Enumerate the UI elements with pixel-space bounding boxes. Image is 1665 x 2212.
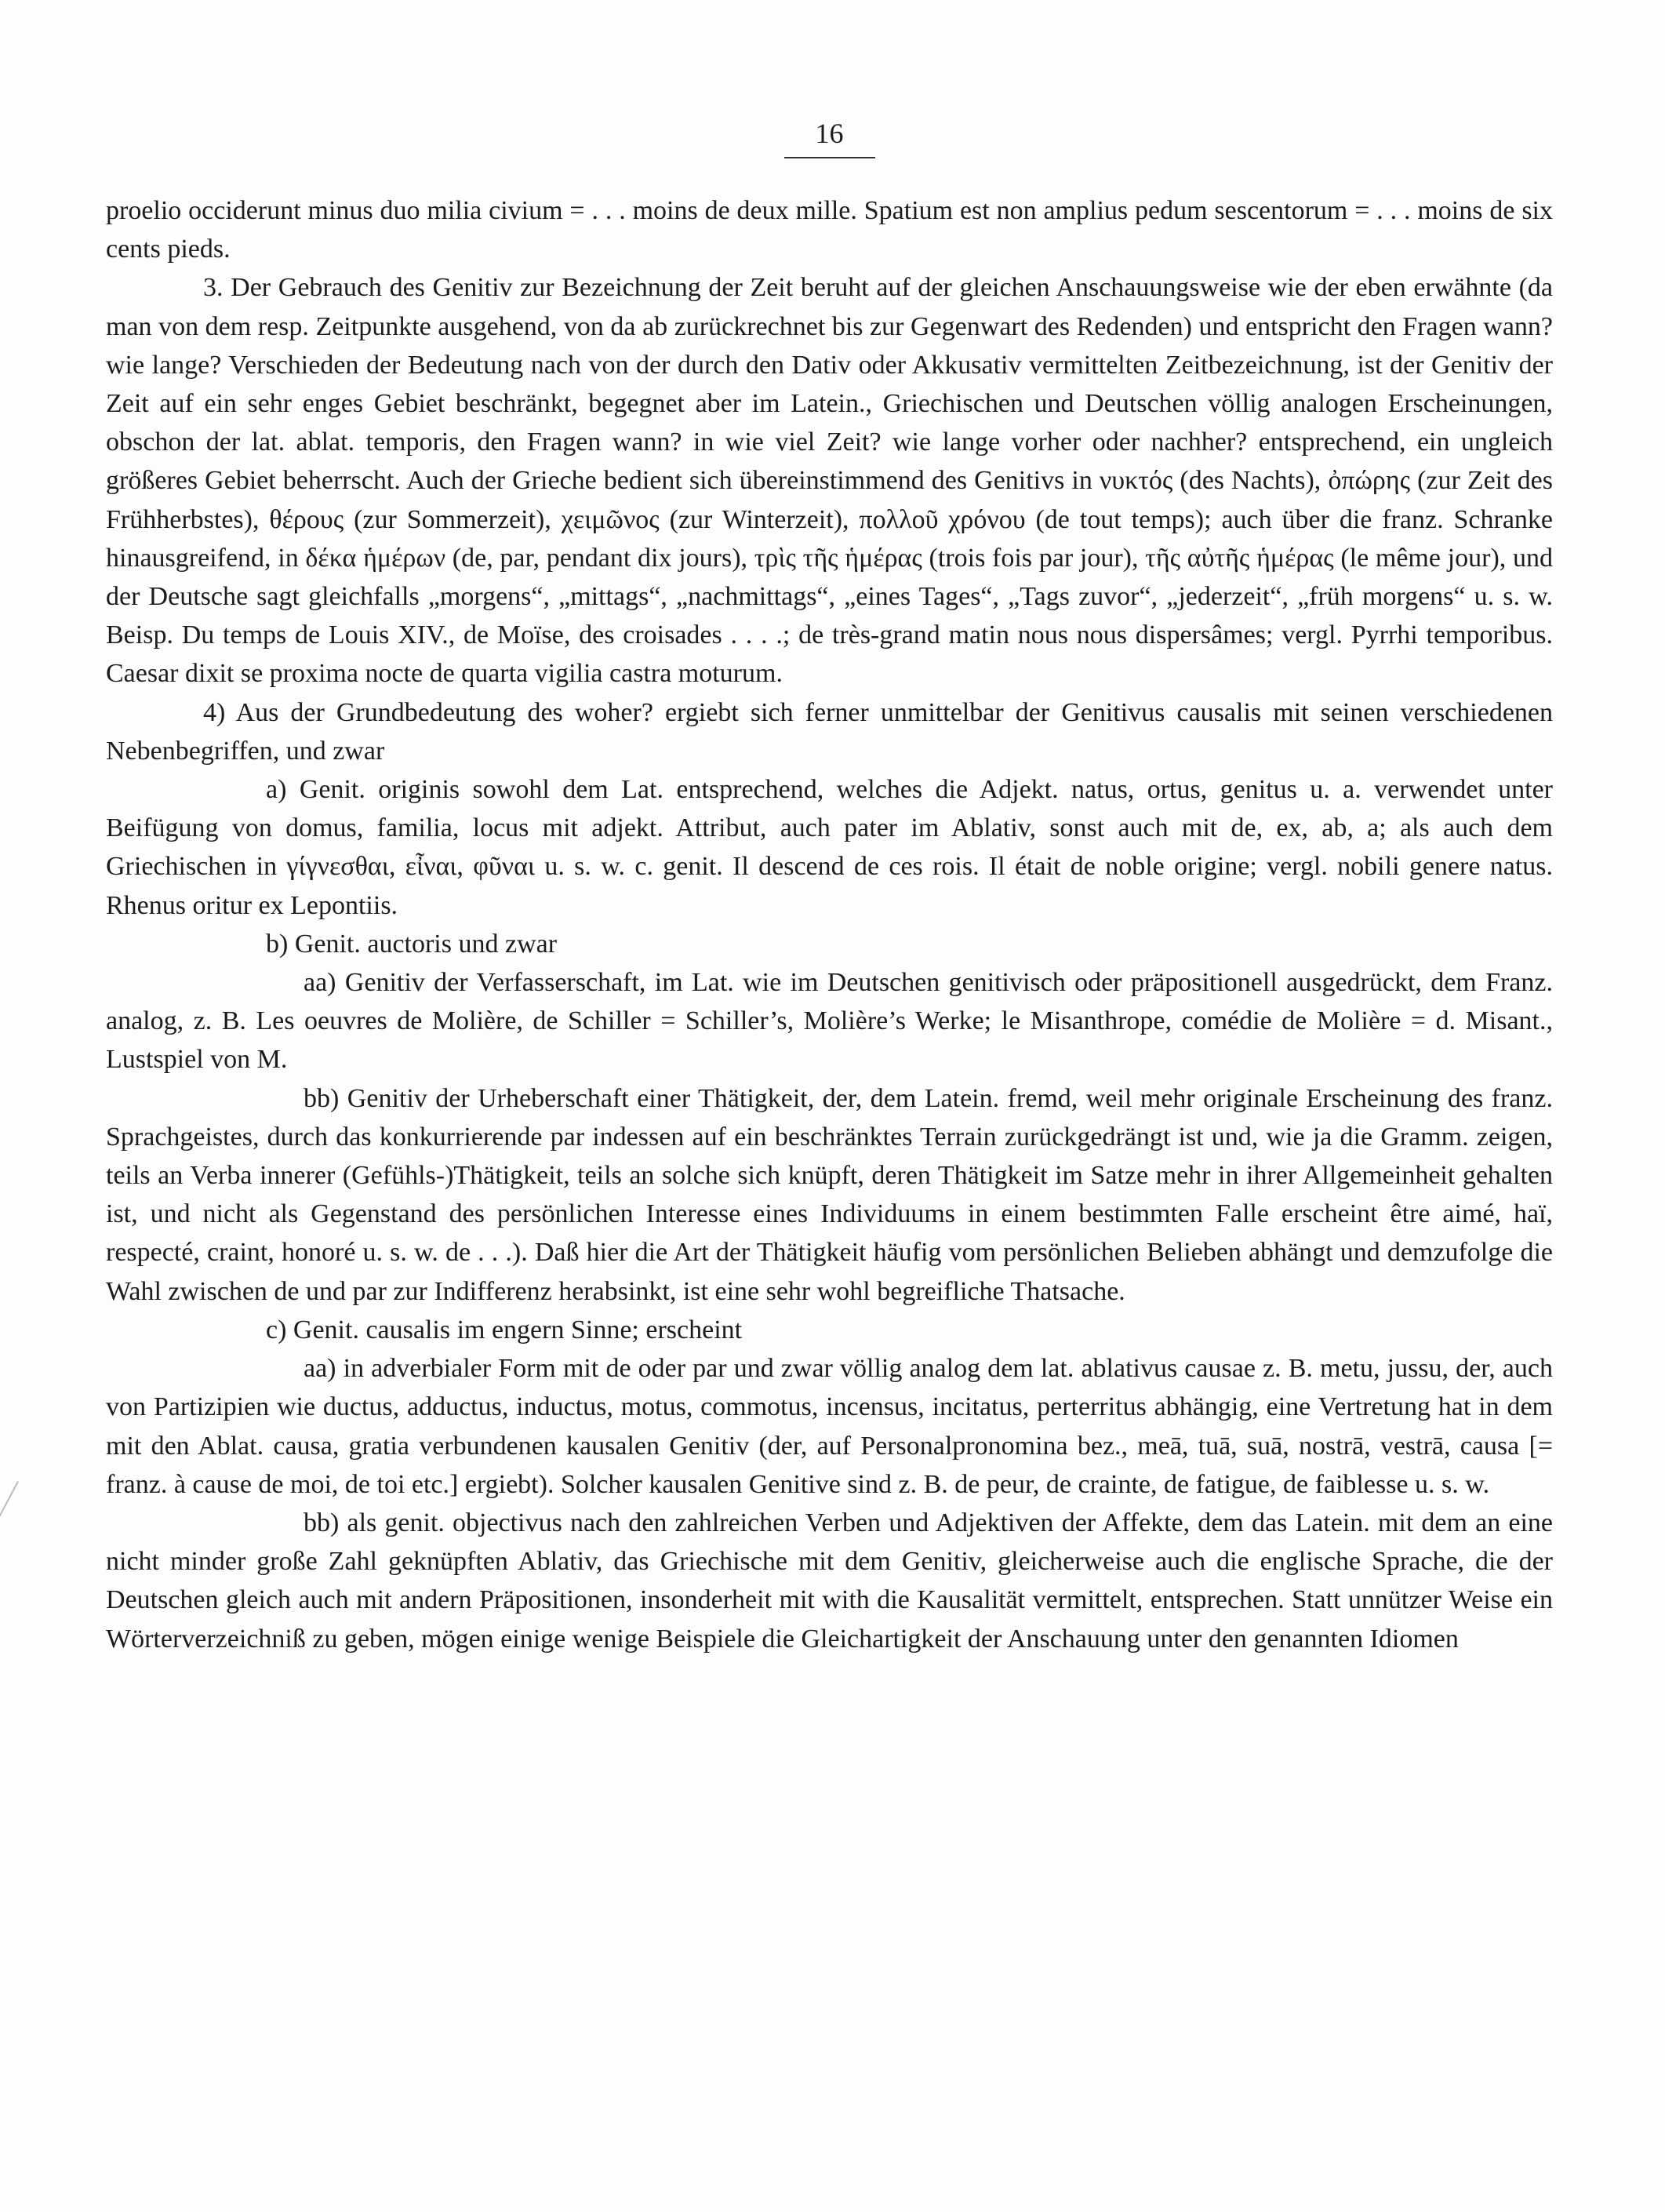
paragraph-latin-example: proelio occiderunt minus duo milia civium = . . . moins de deux mille. Spatium est non amplius pedum sescentorum = . . . moins de six cents pieds. bbox=[106, 196, 1553, 264]
paragraph-genit-auctoris: b) Genit. auctoris und zwar bbox=[266, 929, 558, 959]
paragraph-causalis-engern-sinne: c) Genit. causalis im engern Sinne; erscheint bbox=[266, 1315, 743, 1344]
book-page bbox=[106, 118, 1553, 1658]
paragraph-genitivus-causalis: 4) Aus der Grundbedeutung des woher? ergiebt sich ferner unmittelbar der Genitivus causalis mit seinen verschiedenen Nebenbegriffen, und zwar bbox=[106, 697, 1553, 766]
paragraph-genitive-of-time: 3. Der Gebrauch des Genitiv zur Bezeichnung der Zeit beruht auf der gleichen Anschauungsweise wie der eben erwähnte (da man von dem resp. Zeitpunkte ausgehend, von da ab zurückrechnet bis zur Gegenwart des Redenden) und entspricht den Fragen wann? wie lange? Verschieden der Bedeutung nach von der durch den Dativ oder Akkusativ vermittelten Zeitbezeichnung, ist der Genitiv der Zeit auf ein sehr enges Gebiet beschränkt, begegnet aber im Latein., Griechischen und Deutschen völlig analogen Erscheinungen, obschon der lat. ablat. temporis, den Fragen wann? in wie viel Zeit? wie lange vorher oder nachher? entsprechend, ein ungleich größeres Gebiet beherrscht. Auch der Grieche bedient sich übereinstimmend des Genitivs in νυκτός (des Nachts), ὀπώρης (zur Zeit des Frühherbstes), θέρους (zur Sommerzeit), χειμῶνος (zur Winterzeit), πολλοῦ χρόνου (de tout temps); auch über die franz. Schranke hinausgreifend, in δέκα ἡμέρων (de, par, pendant dix jours), τρὶς τῆς ἡμέρας (trois fois par jour), τῆς αὐτῆς ἡμέρας (le même jour), und der Deutsche sagt gleichfalls „morgens“, „mittags“, „nachmittags“, „eines Tages“, „Tags zuvor“, „jederzeit“, „früh morgens“ u. s. w. Beisp. Du temps de Louis XIV., de Moïse, des croisades . . . .; de très-grand matin nous nous dispersâmes; vergl. Pyrrhi temporibus. Caesar dixit se proxima nocte de quarta vigilia castra moturum. bbox=[106, 273, 1553, 689]
paragraph-urheberschaft: bb) Genitiv der Urheberschaft einer Thätigkeit, der, dem Latein. fremd, weil mehr originale Erscheinung des franz. Sprachgeistes, durch das konkurrierende par indessen auf ein beschränktes Terrain zurückgedrängt ist und, wie ja die Gramm. zeigen, teils an Verba innerer (Gefühls-)Thätigkeit, teils an solche sich knüpft, deren Thätigkeit im Satze mehr in ihrer Allgemeinheit gehalten ist, und nicht als Gegenstand des persönlichen Interesse eines Individuums in einem bestimmten Falle erscheint être aimé, haï, respecté, craint, honoré u. s. w. de . . .). Daß hier die Art der Thätigkeit häufig vom persönlichen Belieben abhängt und demzufolge die Wahl zwischen de und par zur Indifferenz herabsinkt, ist eine sehr wohl begreifliche Thatsache. bbox=[106, 1083, 1553, 1306]
paragraph-adverbialer-form: aa) in adverbialer Form mit de oder par und zwar völlig analog dem lat. ablativus causae z. B. metu, jussu, der, auch von Partizipien wie ductus, adductus, inductus, motus, commotus, incensus, incitatus, perterritus abhängig, eine Vertretung hat in dem mit den Ablat. causa, gratia verbundenen kausalen Genitiv (der, auf Personalpronomina bez., meā, tuā, suā, nostrā, vestrā, causa [= franz. à cause de moi, de toi etc.] ergiebt). Solcher kausalen Genitive sind z. B. de peur, de crainte, de fatigue, de faiblesse u. s. w. bbox=[106, 1354, 1553, 1499]
paragraph-genit-objectivus: bb) als genit. objectivus nach den zahlreichen Verben und Adjektiven der Affekte, dem das Latein. mit dem an eine nicht minder große Zahl geknüpften Ablativ, das Griechische mit dem Genitiv, gleicherweise auch die englische Sprache, die der Deutschen gleich auch mit andern Präpositionen, insonderheit mit with die Kausalität vermittelt, entsprechen. Statt unnützer Weise ein Wörterverzeichniß zu geben, mögen einige wenige Beispiele die Gleichartigkeit der Anschauung unter den genannten Idiomen bbox=[106, 1508, 1553, 1654]
page-number: 16 bbox=[106, 118, 1553, 158]
paragraph-verfasserschaft: aa) Genitiv der Verfasserschaft, im Lat. wie im Deutschen genitivisch oder präpositionell ausgedrückt, dem Franz. analog, z. B. Les oeuvres de Molière, de Schiller = Schiller’s, Molière’s Werke; le Misanthrope, comédie de Molière = d. Misant., Lustspiel von M. bbox=[106, 968, 1553, 1075]
margin-mark bbox=[0, 1481, 19, 1523]
paragraph-genit-originis: a) Genit. originis sowohl dem Lat. entsprechend, welches die Adjekt. natus, ortus, genitus u. a. verwendet unter Beifügung von domus, familia, locus mit adjekt. Attribut, auch pater im Ablativ, sonst auch mit de, ex, ab, a; als auch dem Griechischen in γίγνεσθαι, εἶναι, φῦναι u. s. w. c. genit. Il descend de ces rois. Il était de noble origine; vergl. nobili genere natus. Rhenus oritur ex Lepontiis. bbox=[106, 775, 1553, 920]
